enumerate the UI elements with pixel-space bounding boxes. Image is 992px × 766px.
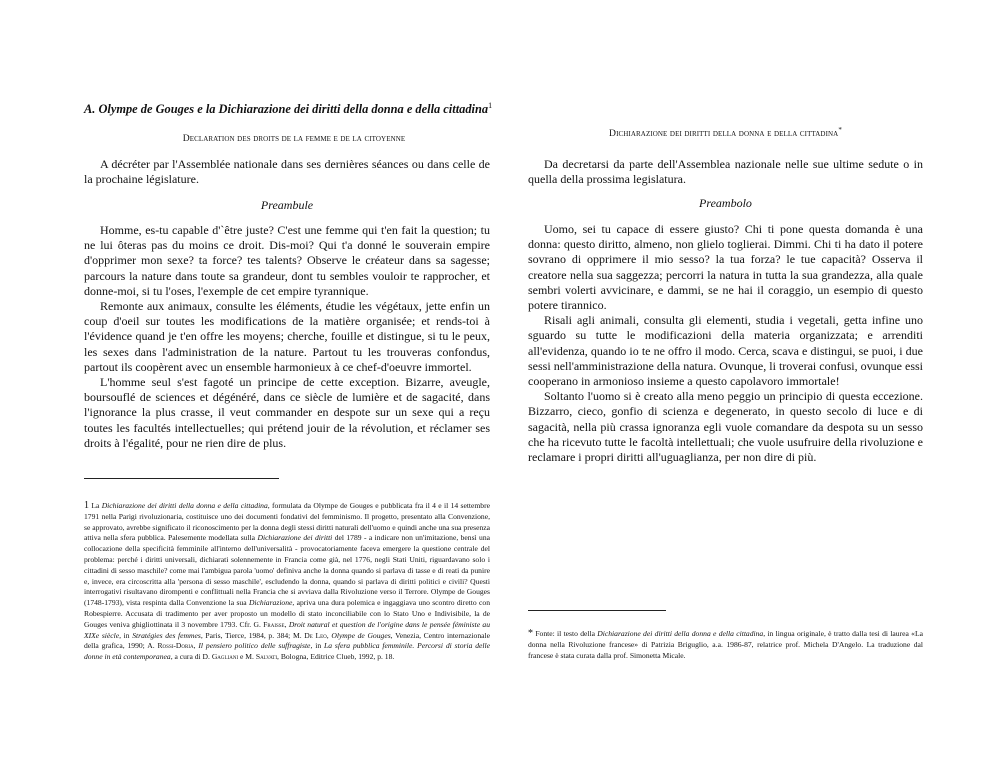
italian-paragraph-2: Risali agli animali, consulta gli elementi, studia i vegetali, getta infine uno sguardo su tutte le modificazioni della materia organizzata; e arrenditi all'evidenza, quando io te ne offro il modo. Cerca, scava e distingui, se puoi, i due sessi nell'amministrazione della natura. Ovunque, li troverai confusi, ovunque essi cooperano in armonioso insieme a questo capolavoro immortale! [528, 313, 923, 389]
footnote-1-author: Fraisse [263, 619, 285, 629]
footnote-1-text: , formulata da Olympe de Gouges e pubblicata fra il 4 e il 14 settembre 1791 nella Parigi rivoluzionaria, costituisce uno dei documenti fondativi del femminismo. Il progetto, presentato alla Convenzione, se approvato, avrebbe significato il riconoscimento per la donna degli stessi diritti naturali dell'uomo e quindi anche una sua presenza attiva nella sfera pubblica. Palesemente modellata sulla [84, 501, 491, 543]
footnote-1-text: , Bologna, Editrice Clueb, 1992, p. 18. [277, 652, 395, 662]
footnote-1-text: del 1789 - a indicare non un'imitazione, bensì una collocazione della specificità femminile all'interno dell'universalità - provocatoriamente faceva emergere la questione centrale del problema: perché i diritti universali, dichiarati solennemente in Francia come già, nel 1776, negli Stati Uniti, riguardavano solo i cittadini di sesso maschile? come mai l'ambigua parola 'uomo' definiva anche la donna quando si parlava di tasse e di reati da punire e, invece, era circoscritta alla 'persona di sesso maschile', escludendo la donna, quando si parlava di diritti politici e civili? Questi interrogativi risultavano dirompenti e conflittuali nella Francia che si avviava dalla Rivoluzione verso il Terrore. Olympe de Gouges (1748-1793), vista respinta dalla Convenzione la sua [84, 533, 491, 608]
french-intro-text: A décréter par l'Assemblée nationale dans ses dernières séances ou dans celle de la prochaine législature. [84, 157, 490, 187]
italian-paragraph-3: Soltanto l'uomo si è creato alla meno peggio un principio di questa eccezione. Bizzarro, cieco, gonfio di scienza e degenerato, in questo secolo di luce e di sagacità, nella più crassa ignoranza egli vuole comandare da despota su un sesso che ha ricevuto tutte le facoltà intellettuali; che vuole usufruire della rivoluzione e reclamare i propri diritti all'uguaglianza, per non dire di più. [528, 389, 923, 465]
footnote-1-italic: Dichiarazione dei diritti della donna e della cittadina [101, 501, 268, 510]
footnote-1-author: Salvati [255, 652, 278, 662]
french-paragraph-1: Homme, es-tu capable d'`être juste? C'est une femme qui t'en fait la question; tu ne lui ôteras pas du moins ce droit. Dis-moi? Qui t'a donné le souverain empire d'opprimer mon sexe? ta force? tes talents? Observe le créateur dans sa sagesse; parcours la nature dans toute sa grandeur, dont tu sembles vouloir te rapprocher, et donne-moi, si tu l'oses, l'exemple de cet empire tyrannique. [84, 223, 490, 298]
footnote-star-text: , in lingua originale, è tratto dalla tesi di laurea «La donna nella Rivoluzione francese» di Patrizia Briguglio, a.a. 1986-87, relatrice prof. Michela D'Angelo. La traduzione dal francese è stata curata dalla prof. Simonetta Micale. [528, 629, 923, 660]
italian-intro [528, 157, 923, 187]
footnote-1-text: , Paris, Tierce, 1984, p. 384; M. [200, 630, 305, 640]
footnote-1-text: La [89, 501, 102, 510]
section-title-text: A. Olympe de Gouges e la Dichiarazione dei diritti della donna e della cittadina [84, 102, 489, 116]
french-paragraph-3: L'homme seul s'est fagoté un principe de cette exception. Bizarre, aveugle, boursouflé de sciences et dégénéré, dans ce siècle de lumière et de sagacité, dans l'ignorance la plus crasse, il veut commander en despote sur un sexe qui a reçu toutes les facultés intellectuelles; qui prétend jouir de la révolution, et réclamer ses droits à l'égalité, pour ne rien dire de plus. [84, 375, 490, 450]
italian-document-title [528, 126, 923, 139]
footnote-1-text: , Venezia, Centro internazionale della grafica, 1990; A. [84, 630, 490, 651]
section-title [84, 101, 504, 117]
footnote-star-italic: Dichiarazione dei diritti della donna e della cittadina [597, 629, 764, 638]
footnote-1-text: , in [119, 630, 133, 640]
french-intro [84, 157, 490, 187]
french-paragraph-2: Remonte aux animaux, consulte les éléments, étudie les végétaux, jette enfin un coup d'oeil sur toutes les modifications de la matière organisée; et rends-toi à l'évidence quand je t'en offre les moyens; cherche, fouille et distingue, si tu le peux, les sexes dans l'administration de la nature. Partout tu les trouveras confondus, partout ils coopèrent avec un ensemble harmonieux à ce chef-d'oeuvre immortel. [84, 299, 490, 374]
italian-paragraph-1: Uomo, sei tu capace di essere giusto? Chi ti pone questa domanda è una donna: questo diritto, almeno, non glielo toglierai. Dimmi. Chi ti ha dato il potere sovrano di opprimere il mio sesso? la tua forza? le tue capacità? Osserva il creatore nella sua saggezza; percorri la natura in tutta la sua grandezza, alla quale sembri volerti avvicinare, e dammi, se ne hai il coraggio, un esempio di questo potere tirannico. [528, 222, 923, 313]
footnote-1-author: Rossi-Doria [157, 641, 194, 651]
footnote-star-marker: * [528, 628, 533, 639]
italian-intro-text: Da decretarsi da parte dell'Assemblea nazionale nelle sue ultime sedute o in quella della prossima legislatura. [528, 157, 923, 187]
italian-preamble-heading: Preambolo [699, 196, 752, 210]
footnote-1-italic: Il pensiero politico delle suffragiste [198, 641, 311, 651]
footnote-1-author: Gagliani [211, 652, 239, 662]
footnote-divider-left [84, 478, 279, 479]
footnote-star-text: Fonte: il testo della [533, 629, 598, 638]
footnote-1-italic: Olympe de Gouges [331, 630, 391, 640]
footnote-1-italic: Dichiarazione dei diritti [257, 533, 333, 543]
french-document-title [84, 133, 504, 144]
italian-preamble-body [528, 222, 923, 465]
french-document-title-text: Declaration des droits de la femme e de la citoyenne [182, 133, 406, 144]
french-preamble-heading: Preambule [260, 198, 314, 212]
footnote-1-text: , apriva una dura polemica e ingaggiava uno scontro diretto con Robespierre. Accusata di tradimento per aver proposto un modello di stato inconciliabile con lo Stato Uno e Indivisibile, la de Gouges veniva ghigliottinata il 3 novembre 1793. Cfr. G. [84, 598, 490, 629]
footnote-1-text: , a cura di D. [170, 652, 212, 662]
footnote-1-text: , [193, 641, 199, 651]
italian-document-title-text: Dichiarazione dei diritti della donna e della cittadina [609, 128, 839, 139]
footnote-star [528, 629, 923, 661]
footnote-1-author: De Leo [304, 630, 327, 640]
footnote-1-marker: 1 [84, 500, 89, 511]
footnote-1-italic: Dichiarazione [248, 598, 293, 608]
footnote-1 [84, 501, 490, 663]
footnote-1-italic: Droit natural et question de l'origine dans le pensée féministe au XIXe siècle [84, 619, 490, 640]
footnote-1-text: , in [310, 641, 324, 651]
footnote-divider-right [528, 610, 666, 611]
footnote-1-text: e M. [238, 652, 256, 662]
footnote-1-text: , [326, 630, 332, 640]
footnote-1-italic: Stratégies des femmes [132, 630, 201, 640]
french-preamble-body [84, 223, 490, 451]
footnote-reference[interactable]: 1 [488, 101, 493, 110]
footnote-1-italic: La sfera pubblica femminile. Percorsi di storia delle donne in età contemporanea [84, 641, 490, 662]
italian-title-footnote-reference[interactable]: * [838, 126, 842, 134]
footnote-1-text: , [284, 619, 289, 629]
